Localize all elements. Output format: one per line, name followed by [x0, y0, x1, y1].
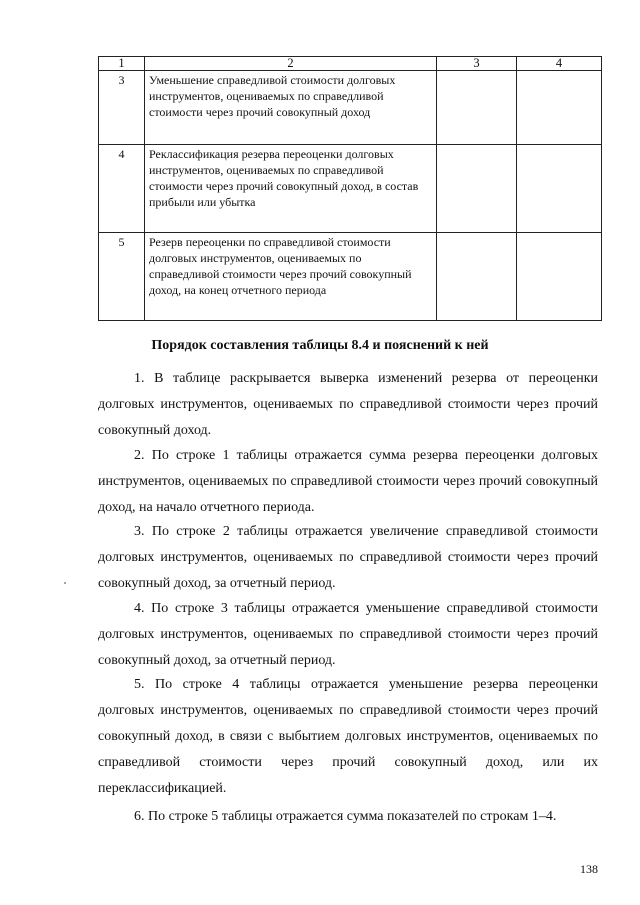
page-number: 138	[580, 862, 598, 876]
section-heading: Порядок составления таблицы 8.4 и пояснений к ней	[151, 338, 489, 353]
paragraph-5: 5. По строке 4 таблицы отражается уменьшение резерва переоценки долговых инструментов, оцениваемых по справедливой стоимости через прочий совокупный доход, в связи с выбытием долговых инструментов, оцениваемых по справедливой стоимости через прочий совокупный доход, или их переклассификацией.	[98, 677, 598, 796]
row-value-col4	[517, 145, 602, 233]
column-header: 2	[145, 57, 437, 71]
paragraph-3: 3. По строке 2 таблицы отражается увеличение справедливой стоимости долговых инструментов, оцениваемых по справедливой стоимости через прочий совокупный доход, за отчетный период.	[98, 524, 598, 591]
row-value-col3	[437, 233, 517, 321]
row-value-col4	[517, 233, 602, 321]
paragraph-6: 6. По строке 5 таблицы отражается сумма показателей по строкам 1–4.	[134, 809, 557, 824]
column-header: 3	[437, 57, 517, 71]
scan-artifact	[64, 582, 66, 584]
table-row	[99, 71, 602, 145]
paragraph-2: 2. По строке 1 таблицы отражается сумма резерва переоценки долговых инструментов, оцениваемых по справедливой стоимости через прочий совокупный доход, на начало отчетного периода.	[98, 448, 598, 515]
paragraph-4: 4. По строке 3 таблицы отражается уменьшение справедливой стоимости долговых инструментов, оцениваемых по справедливой стоимости через прочий совокупный доход, за отчетный период.	[98, 601, 598, 668]
row-description: Реклассификация резерва переоценки долговых инструментов, оцениваемых по справедливой стоимости через прочий совокупный доход, в состав прибыли или убытка	[145, 145, 437, 233]
row-value-col3	[437, 145, 517, 233]
row-number: 5	[99, 233, 145, 321]
table-row	[99, 145, 602, 233]
row-number: 4	[99, 145, 145, 233]
column-header: 4	[517, 57, 602, 71]
column-header: 1	[99, 57, 145, 71]
table-row	[99, 233, 602, 321]
row-value-col3	[437, 71, 517, 145]
row-description: Резерв переоценки по справедливой стоимости долговых инструментов, оцениваемых по справедливой стоимости через прочий совокупный доход, на конец отчетного периода	[145, 233, 437, 321]
row-value-col4	[517, 71, 602, 145]
data-table	[98, 56, 602, 321]
row-description: Уменьшение справедливой стоимости долговых инструментов, оцениваемых по справедливой стоимости через прочий совокупный доход	[145, 71, 437, 145]
paragraph-1: 1. В таблице раскрывается выверка изменений резерва от переоценки долговых инструментов, оцениваемых по справедливой стоимости через прочий совокупный доход.	[98, 371, 598, 438]
row-number: 3	[99, 71, 145, 145]
table-header-row	[99, 57, 602, 71]
